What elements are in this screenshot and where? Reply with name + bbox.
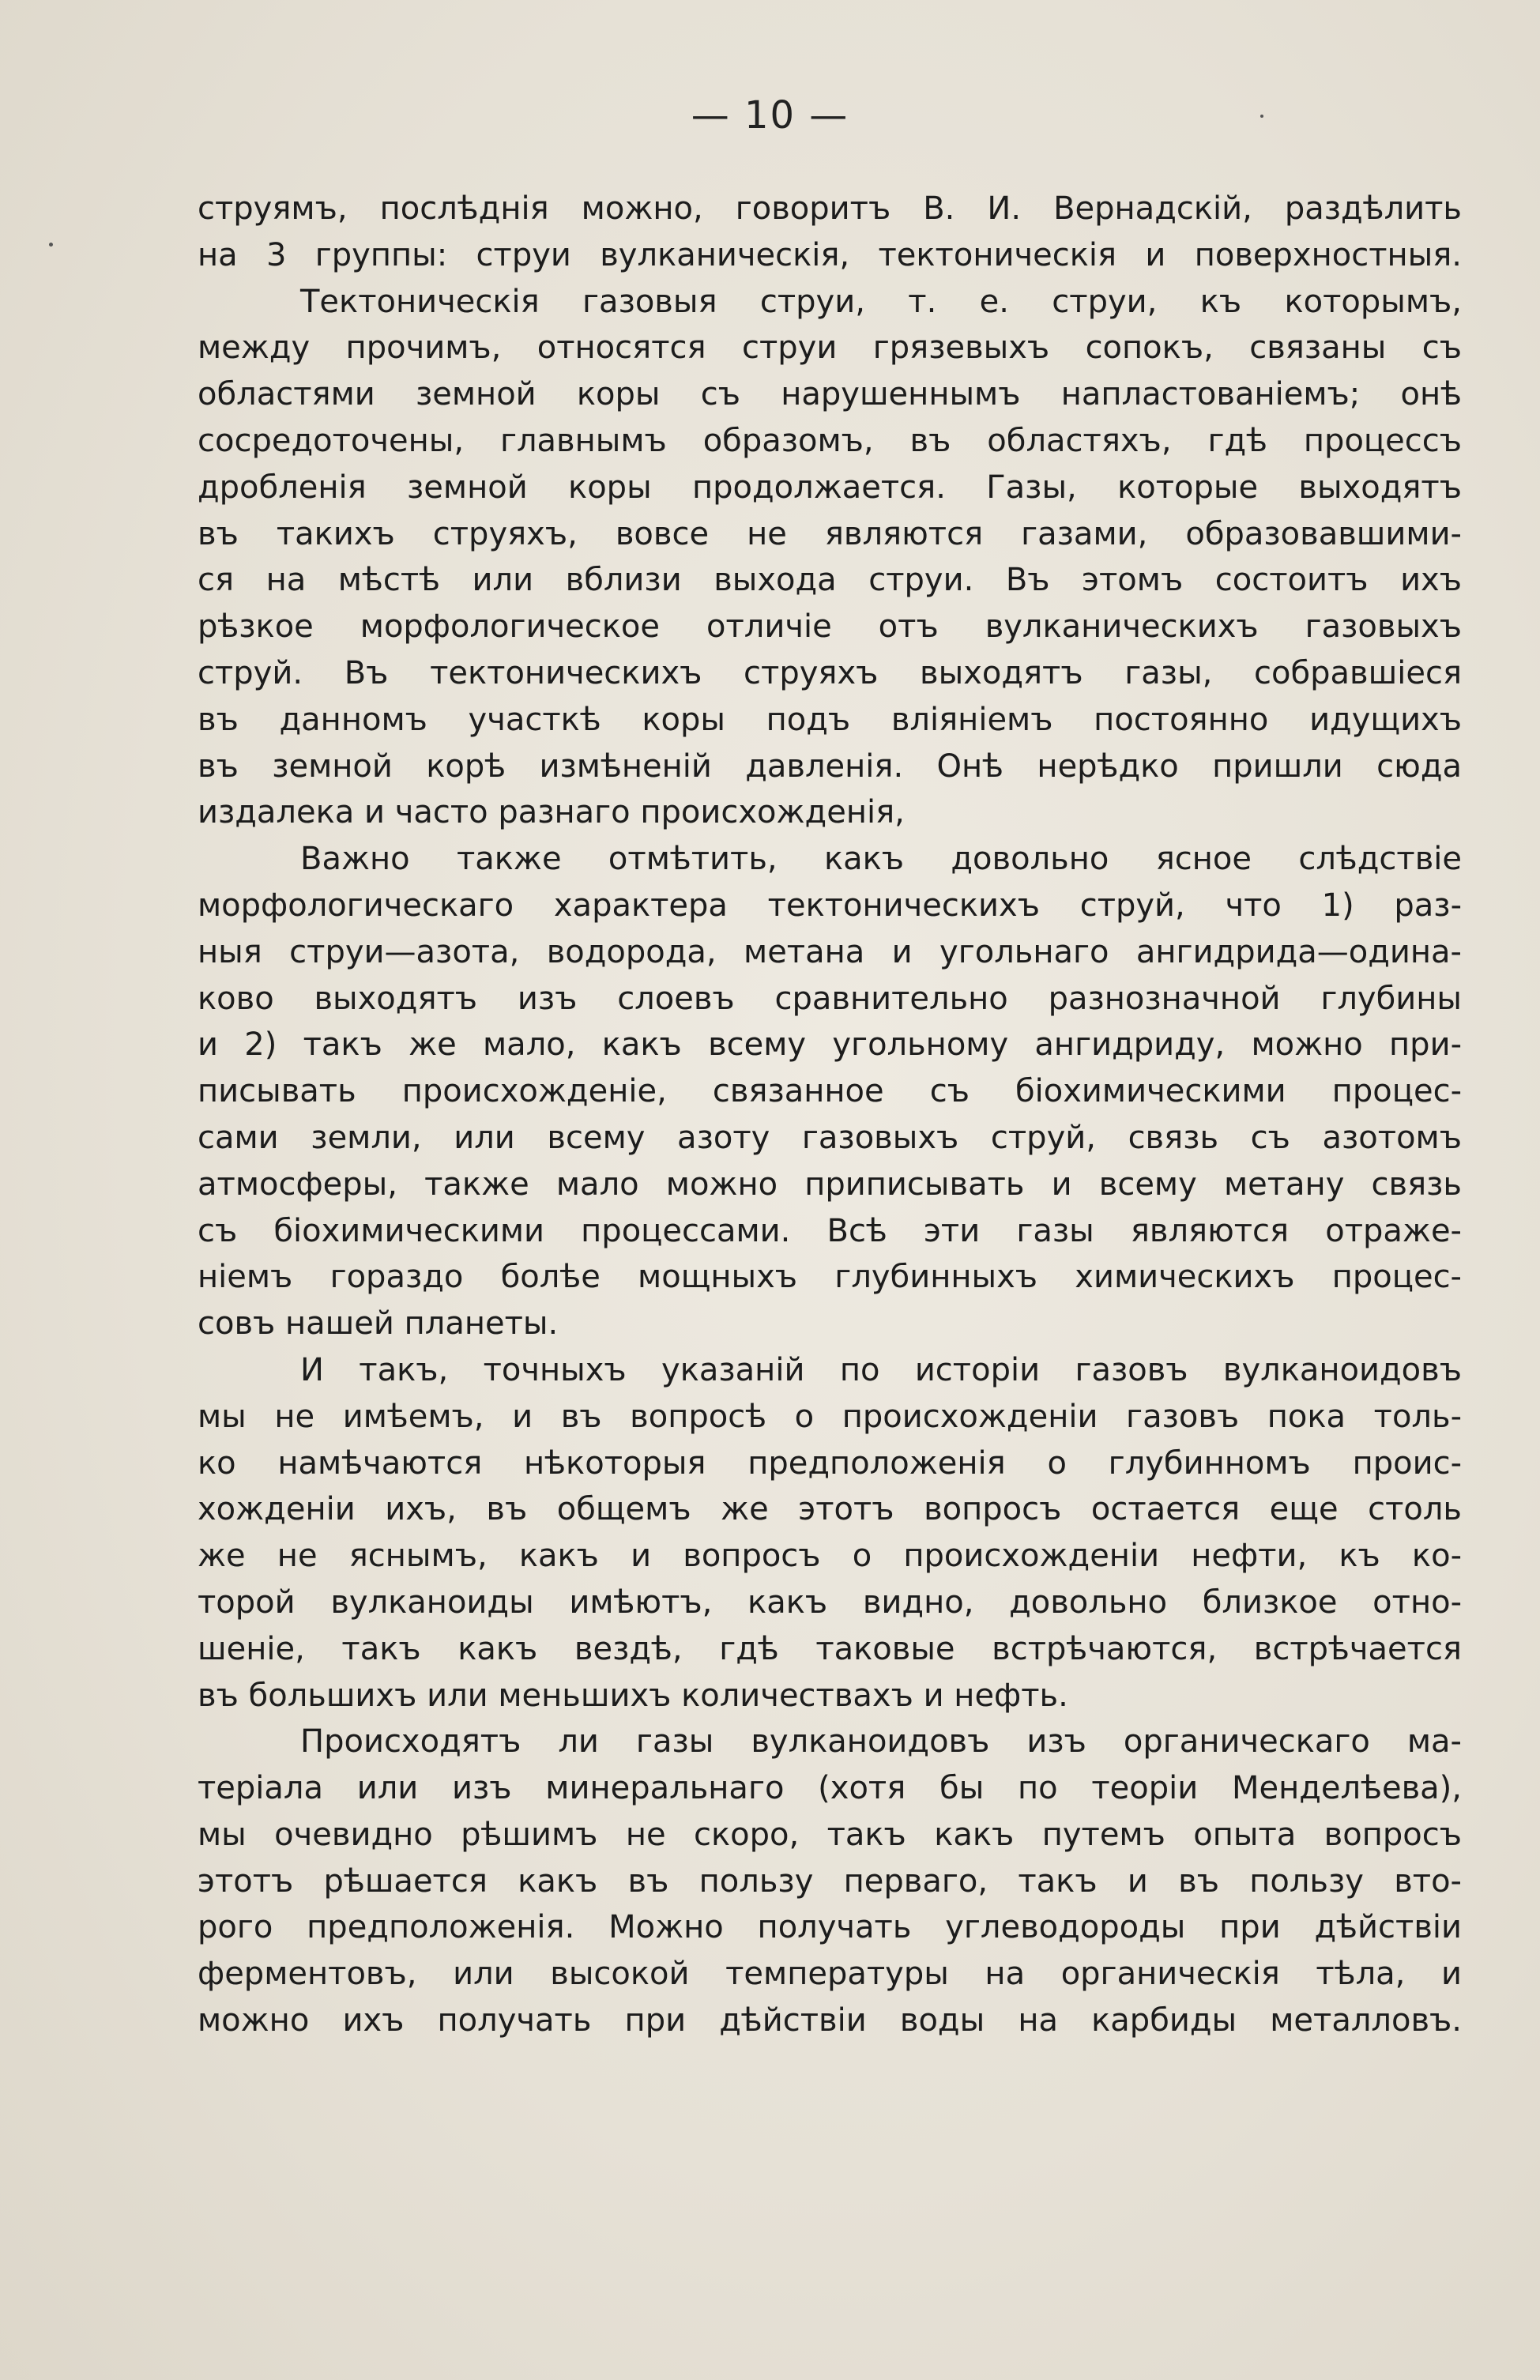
text-line: ко намѣчаются нѣкоторыя предположенія о глубинномъ проис- bbox=[198, 1444, 1462, 1482]
text-line: ныя струи—азота, водорода, метана и угольнаго ангидрида—одина- bbox=[198, 933, 1462, 970]
text-line: струй. Въ тектоническихъ струяхъ выходятъ газы, собравшiеся bbox=[198, 654, 1462, 691]
text-line: этотъ рѣшается какъ въ пользу перваго, такъ и въ пользу вто- bbox=[198, 1862, 1462, 1900]
text-line: же не яснымъ, какъ и вопросъ о происхожденіи нефти, къ ко- bbox=[198, 1538, 1462, 1575]
text-line: Тектоническія газовыя струи, т. е. струи, къ которымъ, bbox=[300, 283, 1462, 320]
text-line: хожденіи ихъ, въ общемъ же этотъ вопросъ остается еще столь bbox=[198, 1491, 1462, 1528]
text-line: между прочимъ, относятся струи грязевыхъ сопокъ, связаны съ bbox=[198, 330, 1462, 367]
text-line: издалека и часто разнаго происхожденія, bbox=[198, 794, 905, 831]
text-line: въ данномъ участкѣ коры подъ вліяніемъ постоянно идущихъ bbox=[198, 701, 1462, 738]
text-line: теріала или изъ минеральнаго (хотя бы по теоріи Менделѣева), bbox=[198, 1770, 1462, 1807]
text-line: атмосферы, также мало можно приписывать и всему метану связь bbox=[198, 1166, 1462, 1203]
text-line: ково выходятъ изъ слоевъ сравнительно разнозначной глубины bbox=[198, 980, 1462, 1017]
text-line: мы не имѣемъ, и въ вопросѣ о происхожденіи газовъ пока толь- bbox=[198, 1398, 1462, 1435]
text-line: морфологическаго характера тектоническихъ струй, что 1) раз- bbox=[198, 887, 1462, 924]
text-line: ся на мѣстѣ или вблизи выхода струи. Въ этомъ состоитъ ихъ bbox=[198, 562, 1462, 599]
page-number: — 10 — bbox=[691, 93, 849, 137]
text-line: сосредоточены, главнымъ образомъ, въ областяхъ, гдѣ процессъ bbox=[198, 422, 1462, 459]
text-line: въ такихъ струяхъ, вовсе не являются газами, образовавшими- bbox=[198, 515, 1462, 552]
text-line: на 3 группы: струи вулканическія, тектоническія и поверхностныя. bbox=[198, 236, 1462, 273]
text-line: Важно также отмѣтить, какъ довольно ясное слѣдствіе bbox=[300, 841, 1462, 878]
text-line: сами земли, или всему азоту газовыхъ струй, связь съ азотомъ bbox=[198, 1119, 1462, 1156]
text-line: торой вулканоиды имѣютъ, какъ видно, довольно близкое отно- bbox=[198, 1584, 1462, 1621]
text-line: и 2) такъ же мало, какъ всему угольному ангидриду, можно при- bbox=[198, 1026, 1462, 1064]
text-line: мы очевидно рѣшимъ не скоро, такъ какъ путемъ опыта вопросъ bbox=[198, 1816, 1462, 1853]
text-line: съ біохимическими процессами. Всѣ эти газы являются отраже- bbox=[198, 1212, 1462, 1249]
text-line: можно ихъ получать при дѣйствіи воды на карбиды металловъ. bbox=[198, 2002, 1462, 2039]
text-line: писывать происхожденіе, связанное съ біохимическими процес- bbox=[198, 1073, 1462, 1110]
text-line: въ большихъ или меньшихъ количествахъ и нефть. bbox=[198, 1677, 1068, 1714]
text-line: совъ нашей планеты. bbox=[198, 1305, 559, 1343]
text-line: шеніе, такъ какъ вездѣ, гдѣ таковые встрѣчаются, встрѣчается bbox=[198, 1630, 1462, 1667]
paper-speck bbox=[1260, 115, 1263, 118]
text-line: И такъ, точныхъ указаній по исторіи газовъ вулканоидовъ bbox=[300, 1351, 1462, 1388]
text-line: въ земной корѣ измѣненій давленія. Онѣ нерѣдко пришли сюда bbox=[198, 748, 1462, 785]
text-line: областями земной коры съ нарушеннымъ напластованіемъ; онѣ bbox=[198, 376, 1462, 413]
paper-speck bbox=[49, 243, 53, 247]
body-text bbox=[198, 186, 1462, 2044]
text-line: рого предположенія. Можно получать углеводороды при дѣйствіи bbox=[198, 1909, 1462, 1946]
text-line: дробленія земной коры продолжается. Газы, которые выходятъ bbox=[198, 469, 1462, 506]
text-line: Происходятъ ли газы вулканоидовъ изъ органическаго ма- bbox=[300, 1723, 1462, 1761]
text-line: ферментовъ, или высокой температуры на органическія тѣла, и bbox=[198, 1956, 1462, 1993]
text-line: ніемъ гораздо болѣе мощныхъ глубинныхъ химическихъ процес- bbox=[198, 1259, 1462, 1296]
text-line: струямъ, послѣднія можно, говоритъ В. И. Вернадскій, раздѣлить bbox=[198, 190, 1462, 227]
text-line: рѣзкое морфологическое отличіе отъ вулканическихъ газовыхъ bbox=[198, 608, 1462, 646]
